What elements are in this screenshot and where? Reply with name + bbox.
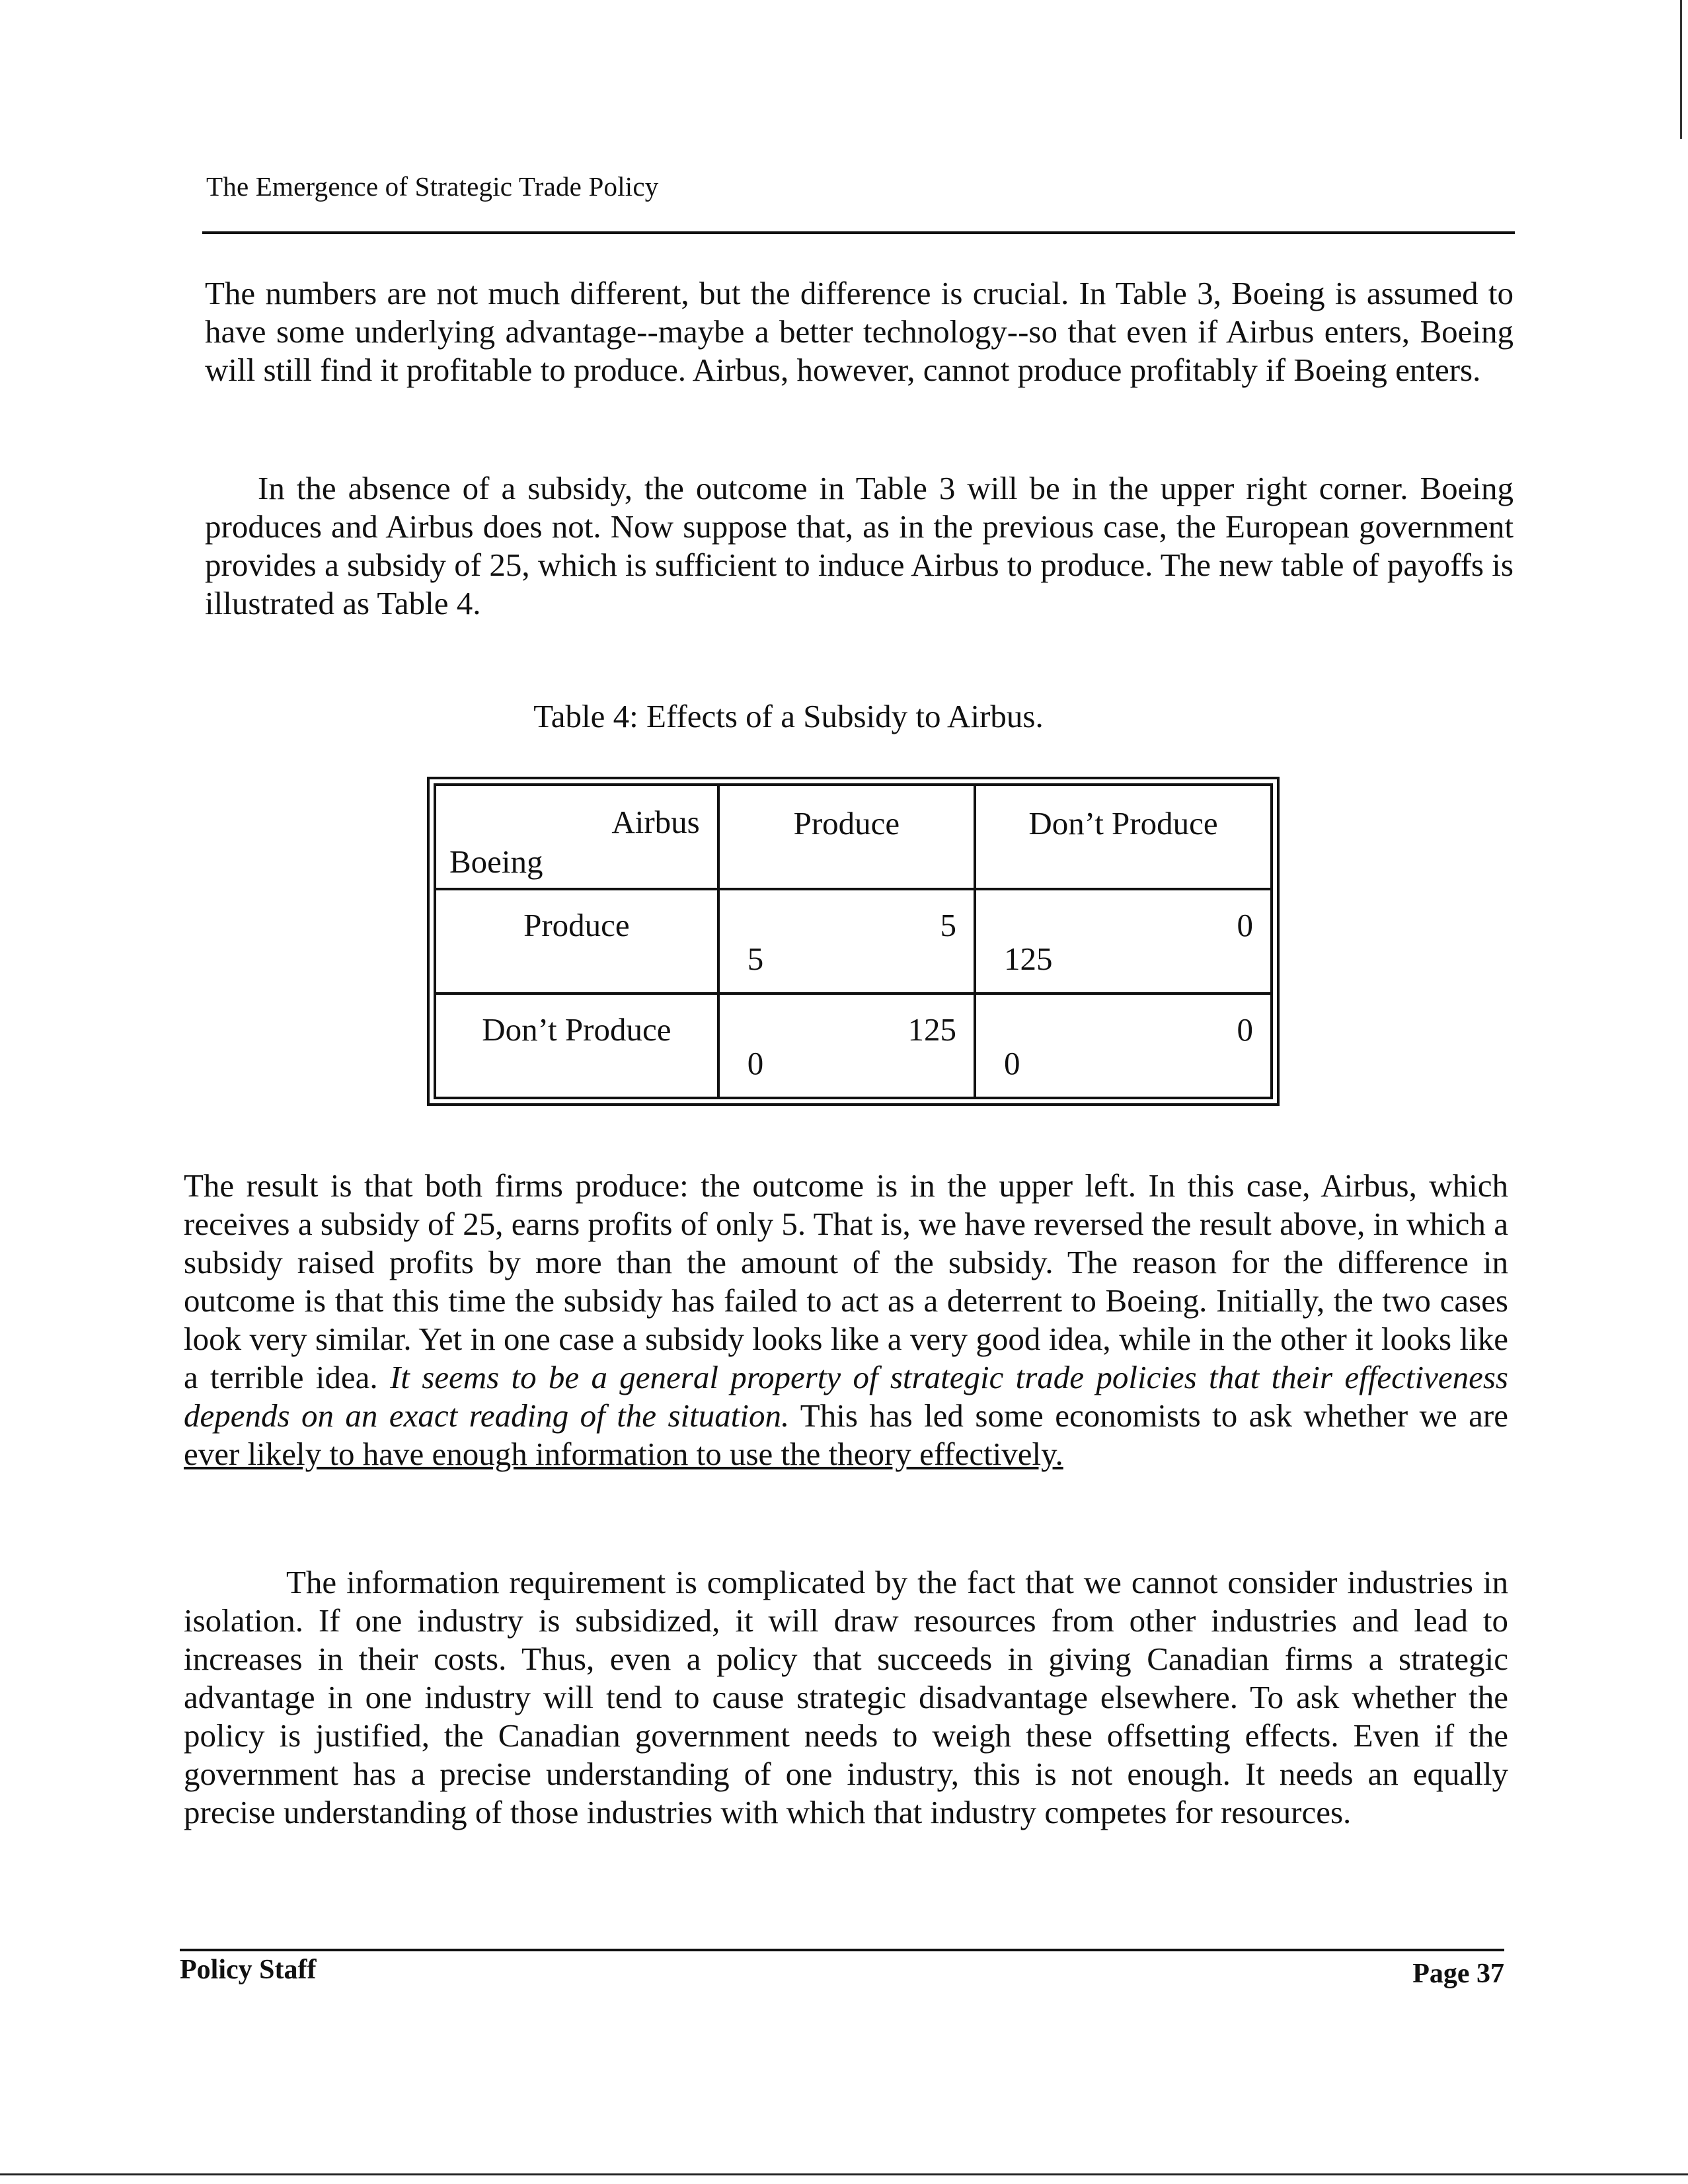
boeing-payoff: 5 xyxy=(747,941,764,977)
paragraph-2: In the absence of a subsidy, the outcome in Table 3 will be in the upper right corner. Boeing produces and Airbus does not. Now suppose that, as in the previous case, the European government provides a subsidy of 25, which is sufficient to induce Airbus to produce. The new table of payoffs is illustrated as Table 4. xyxy=(205,470,1514,621)
row-header-dont-produce: Don’t Produce xyxy=(435,994,718,1098)
column-header-produce: Produce xyxy=(718,785,975,889)
payoff-cell xyxy=(718,994,975,1098)
payoff-table xyxy=(434,783,1273,1099)
table-row xyxy=(435,889,1272,994)
scan-edge-mark xyxy=(1680,0,1682,139)
payoff-cell xyxy=(975,994,1272,1098)
column-player-label: Airbus xyxy=(611,804,700,840)
scan-edge-line xyxy=(0,2173,1688,2175)
page-number: Page 37 xyxy=(1412,1959,1504,1989)
header-rule xyxy=(202,231,1515,234)
column-header-dont-produce: Don’t Produce xyxy=(975,785,1272,889)
paragraph-3 xyxy=(184,1167,1508,1473)
row-player-label: Boeing xyxy=(449,843,543,880)
boeing-payoff: 0 xyxy=(747,1045,764,1081)
paragraph-4: The information requirement is complicated by the fact that we cannot consider industries in isolation. If one industry is subsidized, it will draw resources from other industries and lead to increases in their costs. Thus, even a policy that succeeds in giving Canadian firms a strategic advantage in one industry will tend to cause strategic disadvantage elsewhere. To ask whether the policy is justified, the Canadian government needs to weigh these offsetting effects. Even if the government has a precise understanding of one industry, this is not enough. It needs an equally precise understanding of those industries with which that industry competes for resources. xyxy=(184,1564,1508,1830)
paragraph-3-underlined-text: ever likely to have enough information to use the theory effectively. xyxy=(184,1436,1063,1472)
running-title: The Emergence of Strategic Trade Policy xyxy=(206,171,659,202)
airbus-payoff: 0 xyxy=(1237,907,1253,943)
paragraph-3-text: The result is that both firms produce: the outcome is in the upper left. In this case, Airbus, which receives a subsidy of 25, earns profits of only 5. That is, we have reversed the result above, in which a subsidy raised profits by more than the amount of the subsidy. The reason for the difference in outcome is that this time the subsidy has failed to act as a deterrent to Boeing. Initially, the two cases look very similar. Yet in one case a subsidy looks like a very good idea, while in the other it looks like a terrible idea. xyxy=(184,1167,1508,1395)
row-header-produce: Produce xyxy=(435,889,718,994)
corner-cell xyxy=(435,785,718,889)
boeing-payoff: 125 xyxy=(1004,941,1053,977)
boeing-payoff: 0 xyxy=(1004,1045,1020,1081)
payoff-cell xyxy=(975,889,1272,994)
paragraph-3-text-continued: This has led some economists to ask whether we are xyxy=(789,1397,1508,1434)
footer-author: Policy Staff xyxy=(180,1955,317,1985)
paragraph-3-italic-text: It seems to be a general property of strategic trade policies that their effectiveness depends on an exact reading of the situation. xyxy=(184,1359,1508,1434)
airbus-payoff: 125 xyxy=(907,1011,957,1048)
airbus-payoff: 5 xyxy=(940,907,957,943)
table-header-row xyxy=(435,785,1272,889)
airbus-payoff: 0 xyxy=(1237,1011,1253,1048)
paragraph-1: The numbers are not much different, but the difference is crucial. In Table 3, Boeing is assumed to have some underlying advantage--maybe a better technology--so that even if Airbus enters, Boeing will still find it profitable to produce. Airbus, however, cannot produce profitably if Boeing enters. xyxy=(205,275,1514,388)
payoff-cell xyxy=(718,889,975,994)
table-row xyxy=(435,994,1272,1098)
table-caption: Table 4: Effects of a Subsidy to Airbus. xyxy=(533,698,1044,734)
footer-rule xyxy=(180,1949,1504,1951)
